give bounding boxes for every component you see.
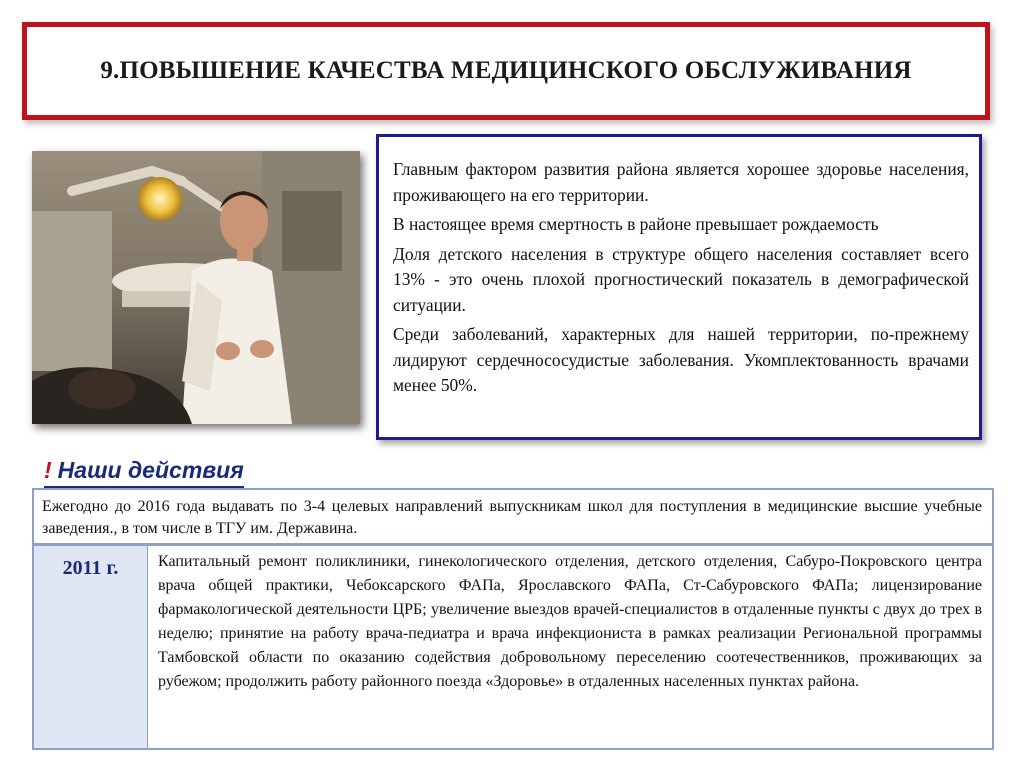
info-paragraph: Доля детского населения в структуре общего населения составляет всего 13% - это очень плохой прогностический показатель в демографической ситуации. xyxy=(393,243,969,315)
actions-heading-label: Наши действия xyxy=(57,457,244,483)
year-cell xyxy=(34,546,148,748)
slide-title: 9.ПОВЫШЕНИЕ КАЧЕСТВА МЕДИЦИНСКОГО ОБСЛУЖИВАНИЯ xyxy=(100,57,912,84)
table-row xyxy=(34,490,992,546)
actions-table xyxy=(32,488,994,750)
info-paragraph: В настоящее время смертность в районе превышает рождаемость xyxy=(393,214,879,234)
year-description-cell xyxy=(148,546,992,748)
annual-action-text: Ежегодно до 2016 года выдавать по 3-4 целевых направлений выпускникам школ для поступления в медицинские высшие учебные заведения., в том числе в ТГУ им. Державина. xyxy=(42,498,982,537)
exclamation-icon: ! xyxy=(44,457,52,483)
doctor-photo-illustration xyxy=(32,151,360,424)
actions-heading xyxy=(44,457,244,488)
info-box xyxy=(376,134,982,440)
title-box xyxy=(22,22,990,120)
doctor-photo xyxy=(32,151,360,424)
info-paragraph: Среди заболеваний, характерных для нашей территории, по-прежнему лидируют сердечнососудистые заболевания. Укомплектованность врачами менее 50%. xyxy=(393,324,969,395)
year-action-text: Капитальный ремонт поликлиники, гинекологического отделения, детского отделения, Сабуро-Покровского центра врача общей практики, Чебоксарского ФАПа, Ярославского ФАПа, Ст-Сабуровского ФАПа; лицензирование фармакологической деятельности ЦРБ; увеличение выездов врачей-специалистов в отдаленные пункты с двух до трех в неделю; принятие на работу врача-педиатра и врача инфекциониста в рамках реализации Региональной программы Тамбовской области по оказанию содействия добровольному переселению соотечественников, проживающих за рубежом; продолжить работу районного поезда «Здоровье» в отдаленных населенных пунктах района. xyxy=(158,553,982,690)
year-label: 2011 г. xyxy=(62,557,119,579)
info-paragraph: Главным фактором развития района является хорошее здоровье населения, проживающего на его территории. xyxy=(393,159,969,205)
